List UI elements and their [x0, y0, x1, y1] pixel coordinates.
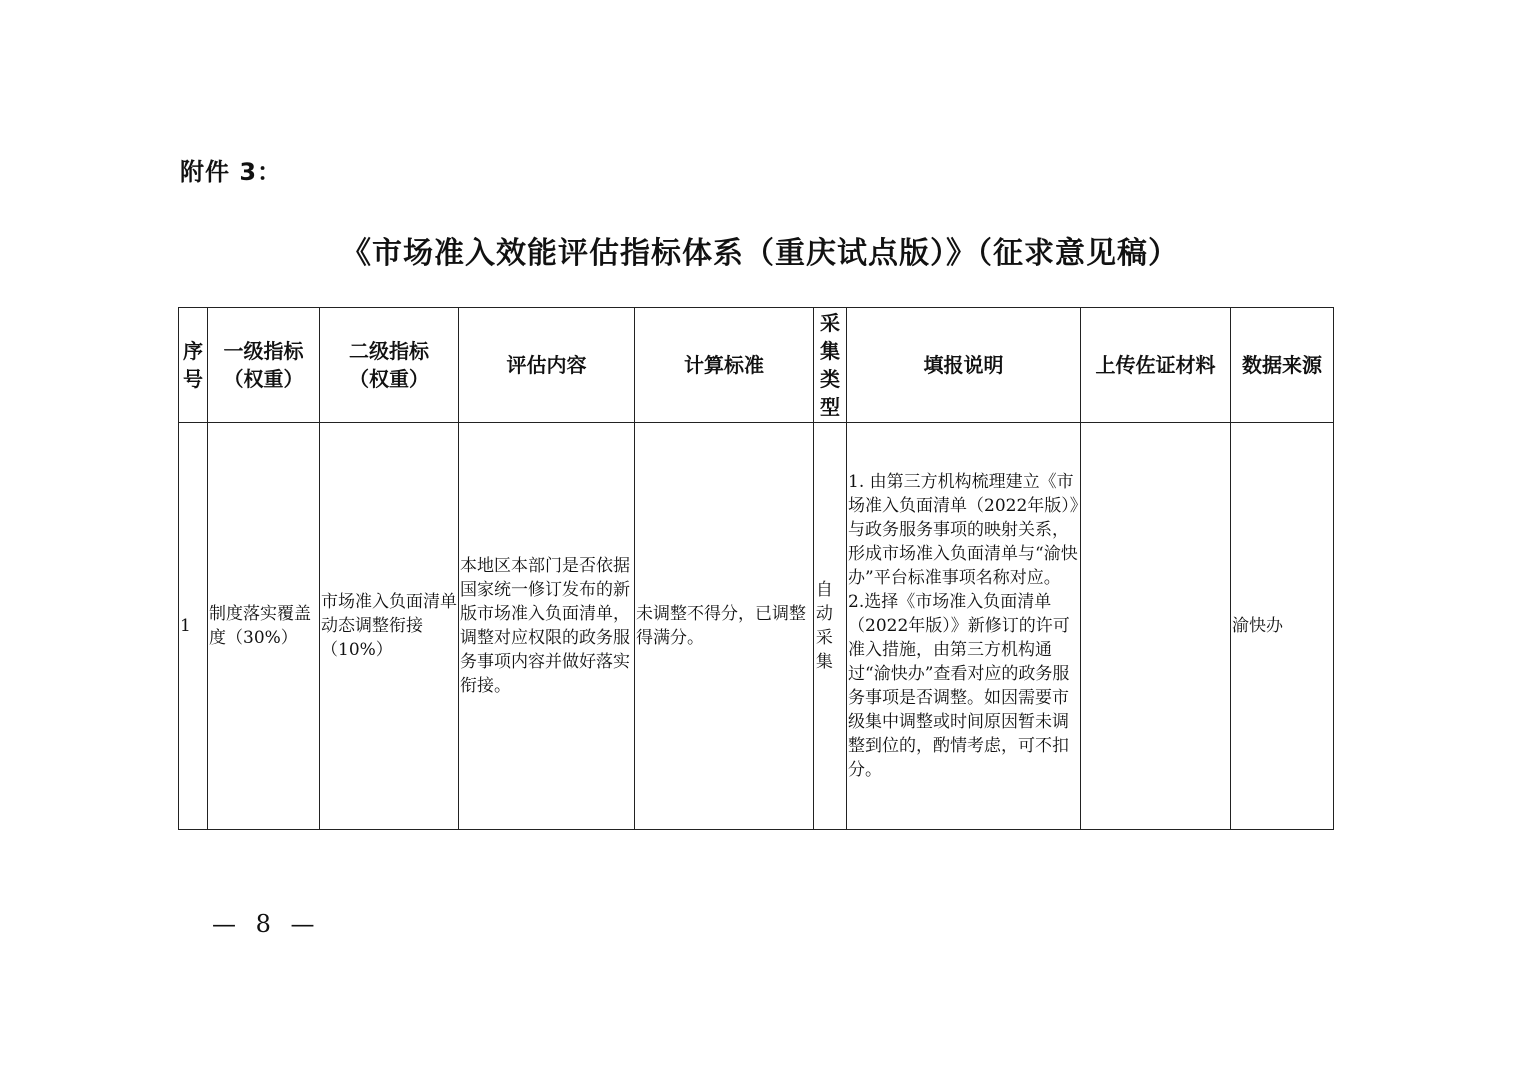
cell-collect-type-label: 自动采集	[815, 580, 833, 672]
cell-collect-type	[814, 423, 847, 830]
cell-level1: 制度落实覆盖度（30%）	[208, 423, 320, 830]
header-row	[179, 308, 1334, 423]
header-level1	[208, 308, 320, 423]
page-number: — 8 —	[212, 910, 321, 938]
header-standard: 计算标准	[635, 308, 814, 423]
header-level2-name: 二级指标	[349, 339, 429, 363]
indicator-table	[178, 307, 1334, 830]
cell-fill-notes	[847, 423, 1081, 830]
fill-note-2: 2.选择《市场准入负面清单（2022年版）》新修订的许可准入措施，由第三方机构通过“渝快办”查看对应的政务服务事项是否调整。如因需要市级集中调整或时间原因暂未调整到位的，酌情考虑，可不扣分。	[848, 592, 1070, 780]
fill-note-1: 1. 由第三方机构梳理建立《市场准入负面清单（2022年版）》与政务服务事项的映射关系，形成市场准入负面清单与“渝快办”平台标准事项名称对应。	[848, 472, 1079, 588]
attachment-label: 附件 3：	[180, 158, 283, 186]
header-source: 数据来源	[1231, 308, 1334, 423]
header-level2-weight: （权重）	[349, 367, 429, 391]
header-content: 评估内容	[459, 308, 635, 423]
cell-seq: 1	[179, 423, 208, 830]
header-level1-weight: （权重）	[223, 367, 304, 391]
cell-source: 渝快办	[1231, 423, 1334, 830]
table-row	[179, 423, 1334, 830]
document-title: 《市场准入效能评估指标体系（重庆试点版）》（征求意见稿）	[341, 236, 1179, 271]
header-fill-notes: 填报说明	[847, 308, 1081, 423]
header-evidence: 上传佐证材料	[1081, 308, 1231, 423]
cell-standard: 未调整不得分，已调整得满分。	[635, 423, 814, 830]
header-seq	[179, 308, 208, 423]
header-collect-type	[814, 308, 847, 423]
header-level1-name: 一级指标	[223, 339, 304, 363]
cell-level2: 市场准入负面清单动态调整衔接（10%）	[320, 423, 459, 830]
header-collect-type-label: 采集类型	[820, 311, 840, 419]
cell-content: 本地区本部门是否依据国家统一修订发布的新版市场准入负面清单，调整对应权限的政务服务事项内容并做好落实衔接。	[459, 423, 635, 830]
header-seq-label: 序号	[183, 339, 203, 391]
cell-evidence	[1081, 423, 1231, 830]
header-level2	[320, 308, 459, 423]
